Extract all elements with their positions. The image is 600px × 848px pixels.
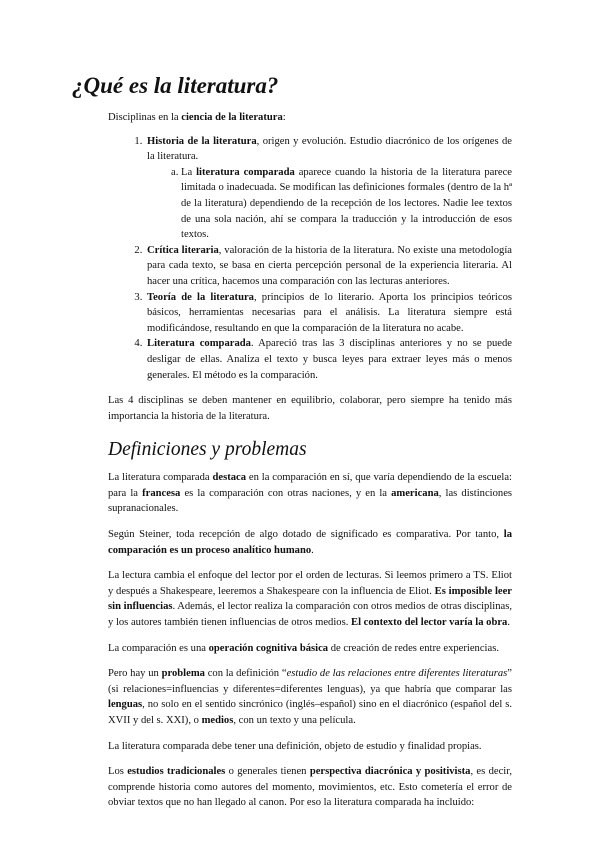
paragraph-steiner: Según Steiner, toda recepción de algo dotado de significado es comparativa. Por tanto, la comparación es un proceso analítico humano. bbox=[108, 529, 512, 556]
section-heading: Definiciones y problemas bbox=[108, 439, 307, 461]
list-item: 4. Literatura comparada. Apareció tras las 3 disciplinas anteriores y no se puede desligar de ellas. Analiza el texto y busca leyes para extraer leyes más o menos generales. El método es la comparación. bbox=[145, 336, 512, 383]
list-item: 3. Teoría de la literatura, principios de lo literario. Aporta los principios teóricos básicos, herramientas necesarias para el análisis. La literatura siempre está modificándose, resultando en que la comparación de la literatura no acabe. bbox=[145, 290, 512, 337]
sub-list-item: a. La literatura comparada aparece cuando la historia de la literatura parece limitada o inadecuada. Se modifican las definiciones formales (dentro de la hª de la literatura) dependiendo de la recepción de los lectores. Nadie lee textos de una sola nación, ahí se compara la traducción y la introducción de esos textos. bbox=[181, 165, 512, 243]
paragraph-reading-order: La lectura cambia el enfoque del lector por el orden de lecturas. Si leemos primero a TS. Eliot y después a Shakespeare, leeremos a Shakespeare con la influencia de Eliot. Es imposible leer sin influencias. Además, el lector realiza la comparación con otros medios de otras disciplinas, y los autores también tienen influencias de otros medios. El contexto del lector varía la obra. bbox=[108, 570, 512, 629]
paragraph-cognitive: La comparación es una operación cognitiva básica de creación de redes entre experiencias. bbox=[108, 642, 499, 654]
closing-paragraph: Las 4 disciplinas se deben mantener en equilibrio, colaborar, pero siempre ha tenido más importancia la historia de la literatura. bbox=[108, 395, 512, 422]
intro-paragraph: Disciplinas en la ciencia de la literatura: bbox=[108, 112, 286, 123]
list-item: 1. Historia de la literatura, origen y evolución. Estudio diacrónico de los orígenes de la literatura. a. La literatura comparada aparece cuando la historia de la literatura parece limitada o inadecuada. Se modifican las definiciones formales (dentro de la hª de la literatura) dependiendo de la recepción de los lectores. Nadie lee textos de una sola nación, ahí se compara la traducción y la introducción de esos textos. bbox=[145, 134, 512, 243]
list-item: 2. Crítica literaria, valoración de la historia de la literatura. No existe una metodología para cada texto, se basa en cierta percepción personal de la experiencia literaria. Al hacer una crítica, hacemos una comparación con las lecturas anteriores. bbox=[145, 243, 512, 290]
paragraph-schools: La literatura comparada destaca en la comparación en sí, que varía dependiendo de la escuela: para la francesa es la comparación con otras naciones, y en la americana, las distinciones supranacionales. bbox=[108, 472, 513, 515]
paragraph-problem: Pero hay un problema con la definición “estudio de las relaciones entre diferentes literaturas” (si relaciones=influencias y diferentes=diferentes lenguas), ya que habría que comparar las lenguas, no solo en el sentido sincrónico (inglés–español) sino en el diacrónico (español del s. XVII y del s. XXI), o medios, con un texto y una película. bbox=[108, 668, 512, 726]
paragraph-definition: La literatura comparada debe tener una definición, objeto de estudio y finalidad propias. bbox=[108, 740, 482, 752]
page-title: ¿Qué es la literatura? bbox=[72, 73, 279, 98]
paragraph-traditional: Los estudios tradicionales o generales tienen perspectiva diacrónica y positivista, es decir, comprende historia como autores del momento, movimientos, etc. Esto cometería el error de obviar textos que no han llegado al canon. Por eso la literatura comparada ha incluido: bbox=[108, 766, 512, 809]
disciplines-list bbox=[108, 134, 512, 384]
sub-list bbox=[147, 165, 512, 243]
